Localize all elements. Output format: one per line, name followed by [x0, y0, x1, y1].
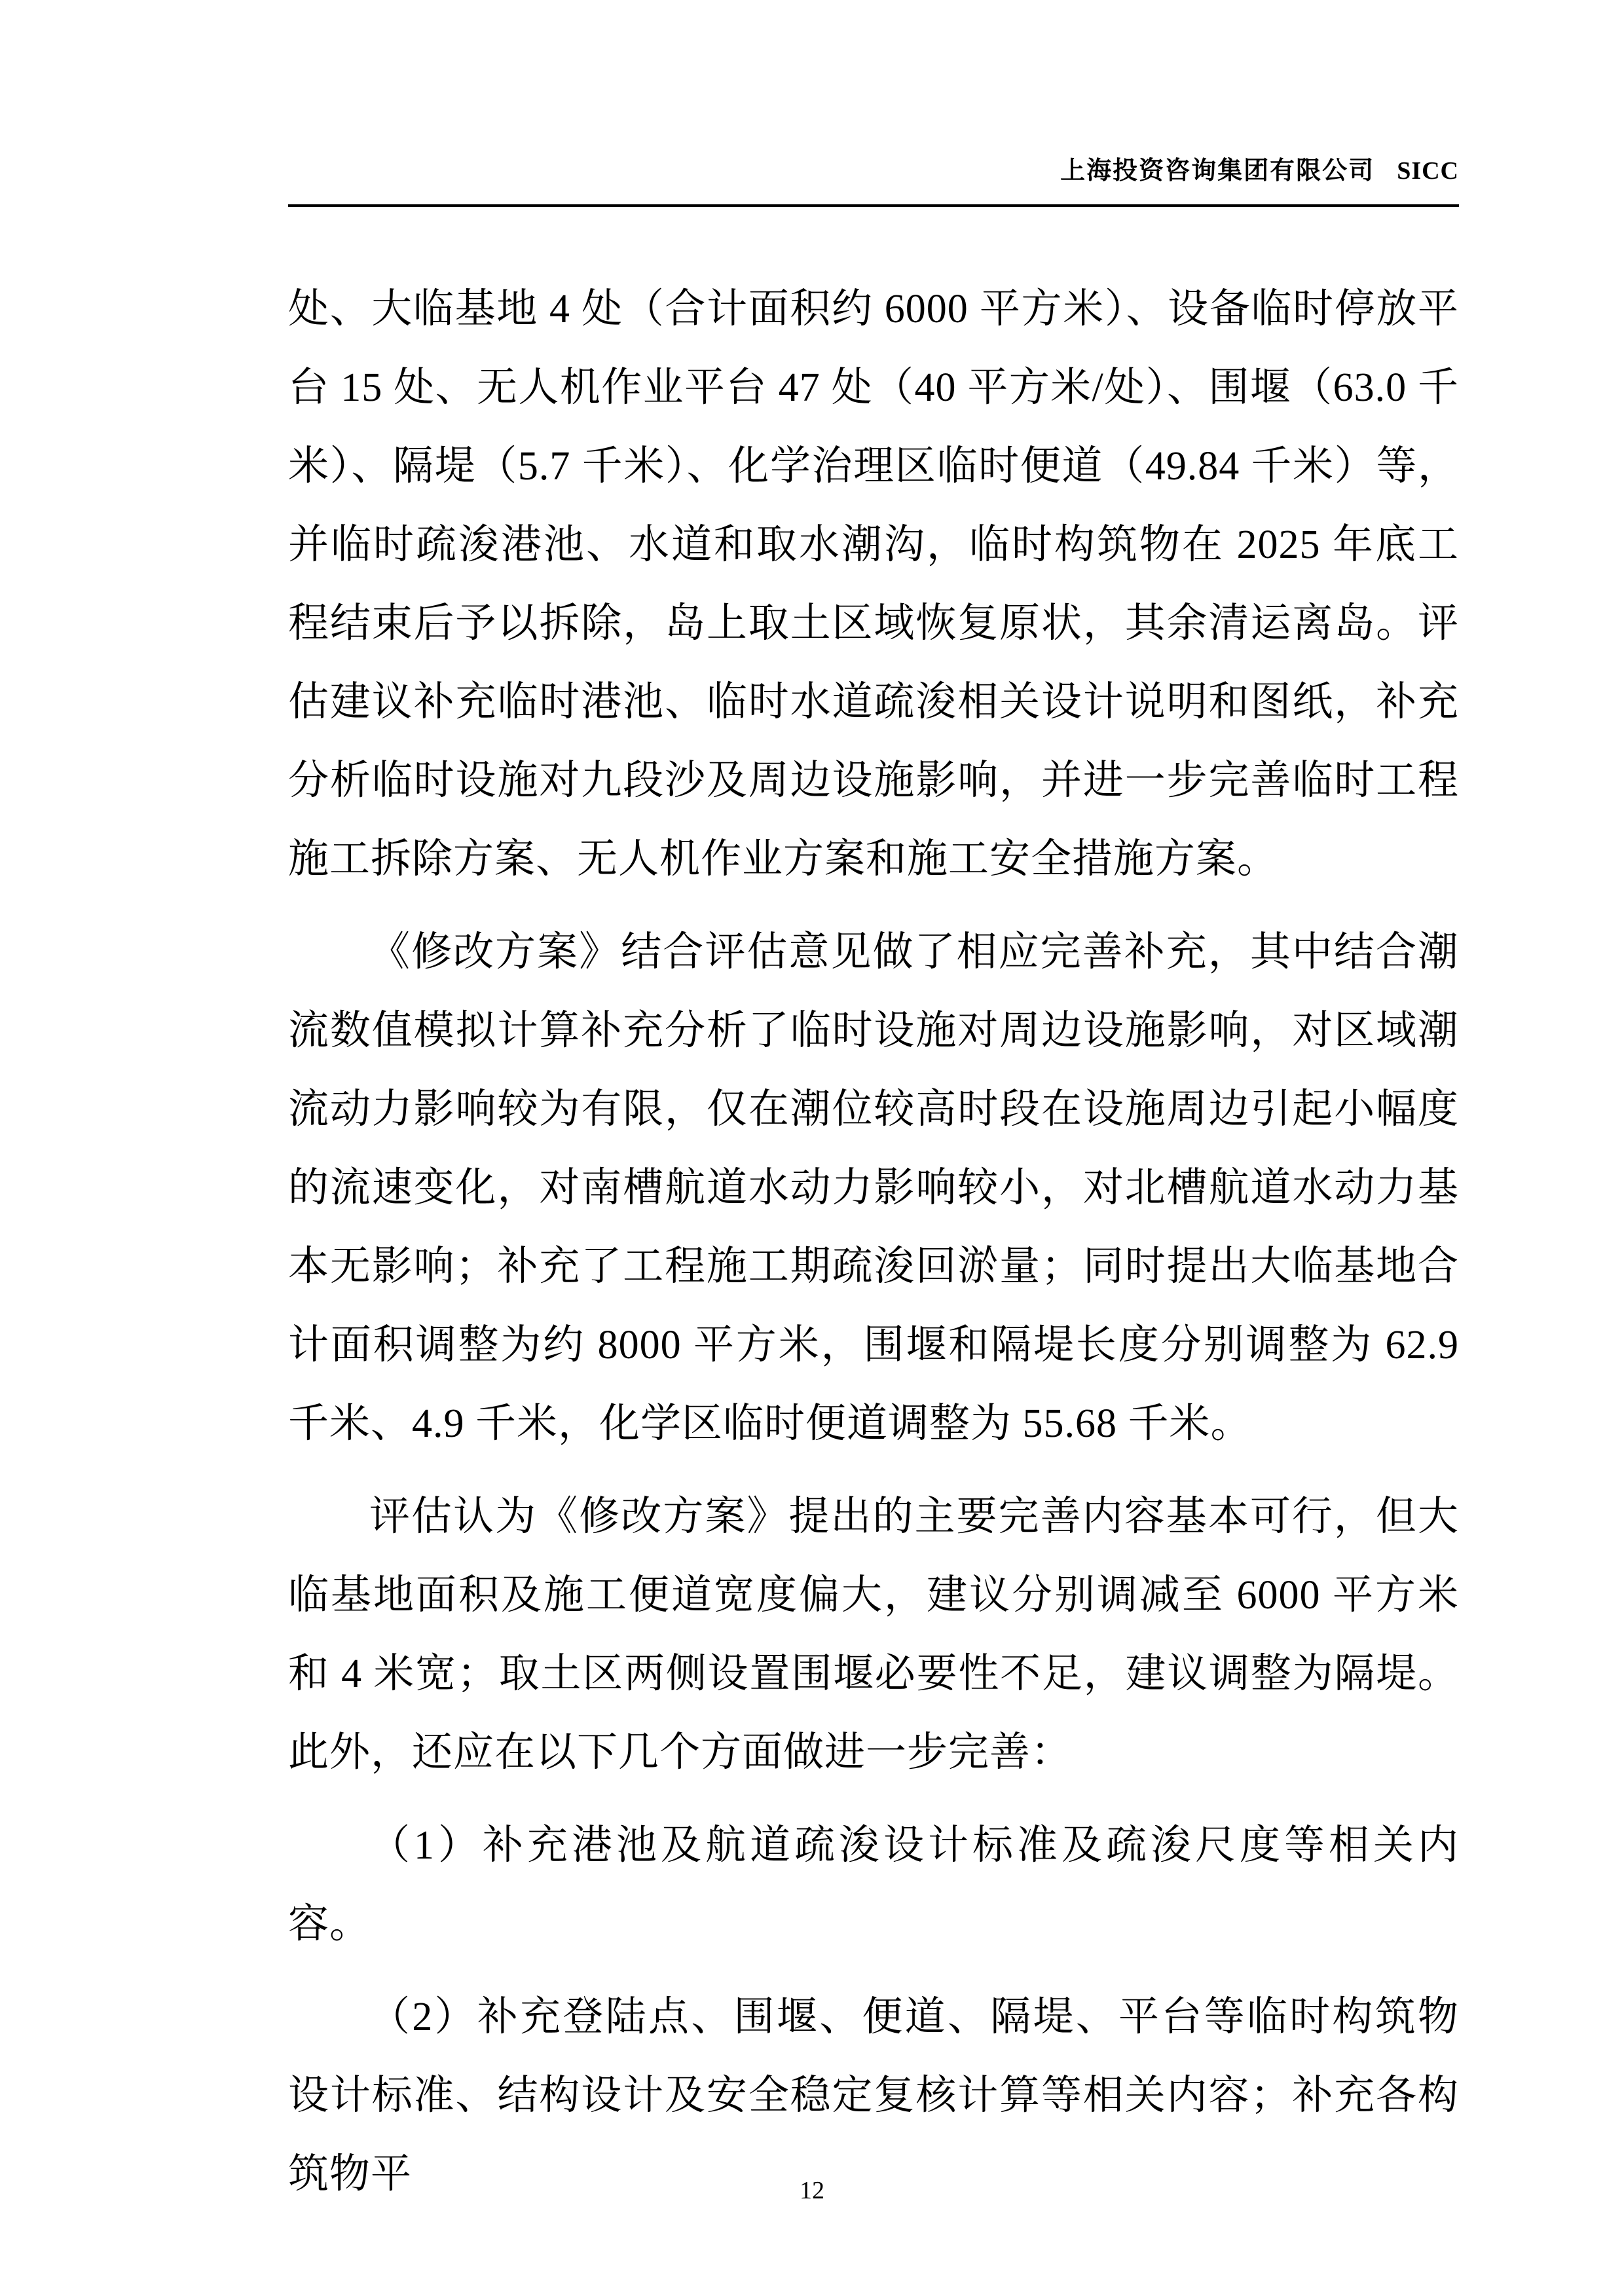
paragraph-assessment-conclusion: 评估认为《修改方案》提出的主要完善内容基本可行，但大临基地面积及施工便道宽度偏大，建议分别调减至 6000 平方米和 4 米宽；取土区两侧设置围堰必要性不足，建议调整为隔堤。此外，还应在以下几个方面做进一步完善： — [288, 1494, 1459, 1775]
page-header — [288, 156, 1459, 186]
list-item-1: （1）补充港池及航道疏浚设计标准及疏浚尺度等相关内容。 — [288, 1823, 1459, 1946]
page-number: 12 — [800, 2177, 824, 2204]
header-logo-text: SICC — [1397, 157, 1459, 185]
header-company-name: 上海投资咨询集团有限公司 — [1060, 157, 1375, 185]
paragraph-temporary-works: 处、大临基地 4 处（合计面积约 6000 平方米）、设备临时停放平台 15 处、无人机作业平台 47 处（40 平方米/处）、围堰（63.0 千米）、隔堤（5.7 千米）、化学治理区临时便道（49.84 千米）等，并临时疏浚港池、水道和取水潮沟，临时构筑物在 2025 年底工程结束后予以拆除，岛上取土区域恢复原状，其余清运离岛。评估建议补充临时港池、临时水道疏浚相关设计说明和图纸，补充分析临时设施对九段沙及周边设施影响，并进一步完善临时工程施工拆除方案、无人机作业方案和施工安全措施方案。 — [288, 287, 1459, 881]
document-body — [288, 270, 1459, 2213]
header-divider — [288, 204, 1459, 207]
paragraph-revision-plan: 《修改方案》结合评估意见做了相应完善补充，其中结合潮流数值模拟计算补充分析了临时设施对周边设施影响，对区域潮流动力影响较为有限，仅在潮位较高时段在设施周边引起小幅度的流速变化，对南槽航道水动力影响较小，对北槽航道水动力基本无影响；补充了工程施工期疏浚回淤量；同时提出大临基地合计面积调整为约 8000 平方米，围堰和隔堤长度分别调整为 62.9 千米、4.9 千米，化学区临时便道调整为 55.68 千米。 — [288, 930, 1459, 1446]
list-item-2: （2）补充登陆点、围堰、便道、隔堤、平台等临时构筑物设计标准、结构设计及安全稳定复核计算等相关内容；补充各构筑物平 — [288, 1995, 1459, 2196]
page-footer — [0, 2176, 1624, 2206]
